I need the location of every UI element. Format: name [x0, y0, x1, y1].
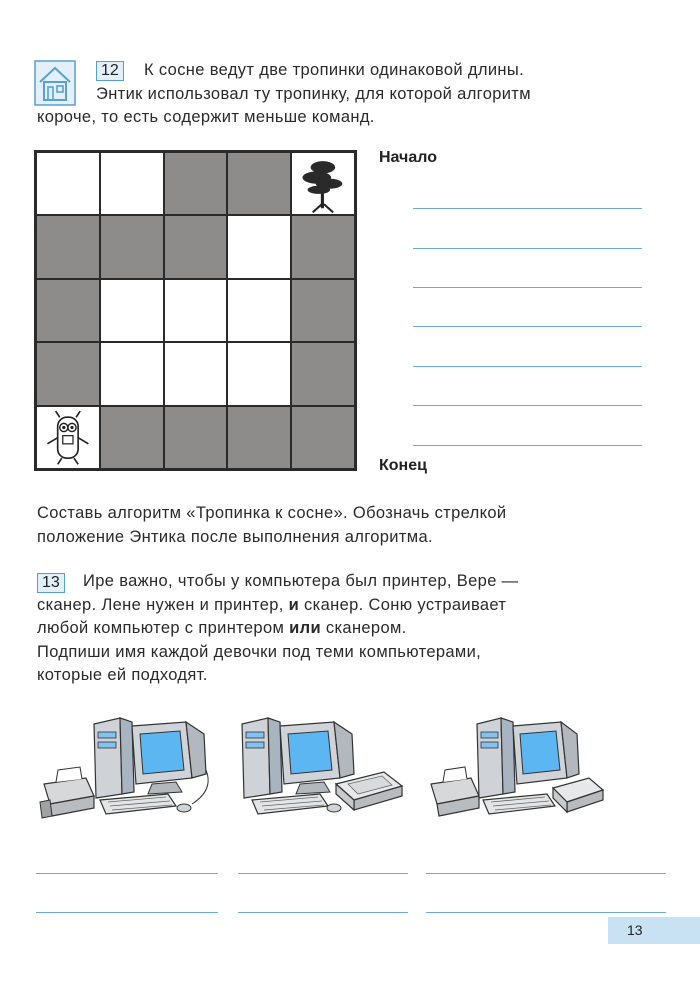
- task13-text: [37, 570, 647, 688]
- text-segment: любой компьютер с принтером: [37, 619, 290, 637]
- task13-line-2: [37, 594, 647, 618]
- grid-cell[interactable]: [291, 406, 355, 469]
- task13-line-4: Подпиши имя каждой девочки под теми компьютерами,: [37, 642, 482, 661]
- answer-line[interactable]: [413, 248, 642, 249]
- grid-cell[interactable]: [36, 406, 100, 469]
- answer-line[interactable]: [413, 208, 642, 209]
- grid-cell[interactable]: [227, 215, 291, 278]
- task13-line-1: Ире важно, чтобы у компьютера был принтер, Вере —: [83, 572, 519, 590]
- grid-cell[interactable]: [291, 279, 355, 342]
- computer-with-printer-and-scanner-icon: [425, 712, 605, 822]
- task12-line-3: короче, то есть содержит меньше команд.: [37, 108, 375, 126]
- grid-cell[interactable]: [164, 215, 228, 278]
- grid-cell[interactable]: [36, 152, 100, 215]
- home-icon: [34, 60, 76, 106]
- task12-line-1: К сосне ведут две тропинки одинаковой длины.: [144, 61, 525, 79]
- grid-cell[interactable]: [100, 342, 164, 405]
- grid-cell[interactable]: [100, 215, 164, 278]
- grid-cell[interactable]: [164, 406, 228, 469]
- instruction-line-1: Составь алгоритм «Тропинка к сосне». Обозначь стрелкой: [37, 504, 507, 522]
- grid-cell[interactable]: [291, 215, 355, 278]
- grid-cell[interactable]: [36, 215, 100, 278]
- task12-text: [96, 59, 656, 106]
- task12-instruction: [37, 502, 647, 549]
- answer-line[interactable]: [413, 287, 642, 288]
- task12-line-2: Энтик использовал ту тропинку, для которой алгоритм: [96, 84, 531, 103]
- end-label: Конец: [379, 457, 427, 474]
- name-answer-line[interactable]: [238, 873, 408, 874]
- grid-cell[interactable]: [164, 342, 228, 405]
- name-answer-line[interactable]: [36, 873, 218, 874]
- computer-with-printer-icon: [36, 712, 216, 822]
- name-answer-line[interactable]: [238, 912, 408, 913]
- grid-cell[interactable]: [291, 152, 355, 215]
- answer-line[interactable]: [413, 445, 642, 446]
- name-answer-line[interactable]: [36, 912, 218, 913]
- grid-cell[interactable]: [227, 406, 291, 469]
- grid-cell[interactable]: [291, 342, 355, 405]
- start-label: Начало: [379, 149, 437, 166]
- grid-cell[interactable]: [36, 279, 100, 342]
- answer-line[interactable]: [413, 405, 642, 406]
- name-answer-line[interactable]: [426, 912, 666, 913]
- grid-cell[interactable]: [227, 152, 291, 215]
- task-number-12: 12: [96, 61, 124, 81]
- grid-cell[interactable]: [100, 279, 164, 342]
- computer-with-scanner-icon: [236, 712, 416, 822]
- grid-cell[interactable]: [164, 152, 228, 215]
- instruction-line-2: положение Энтика после выполнения алгоритма.: [37, 527, 433, 546]
- page-number: 13: [608, 917, 700, 944]
- grid-cell[interactable]: [36, 342, 100, 405]
- answer-line[interactable]: [413, 326, 642, 327]
- grid-cell[interactable]: [227, 279, 291, 342]
- text-segment: сканер. Соню устраивает: [299, 595, 507, 614]
- bold-word: и: [288, 595, 300, 614]
- path-grid: [34, 150, 357, 471]
- text-segment: сканер. Лене нужен и принтер,: [37, 595, 289, 614]
- name-answer-line[interactable]: [426, 873, 666, 874]
- task-number-13: 13: [37, 573, 65, 593]
- task13-line-5: которые ей подходят.: [37, 666, 208, 684]
- task13-line-3: [37, 617, 647, 641]
- grid-cell[interactable]: [100, 152, 164, 215]
- grid-cell[interactable]: [164, 279, 228, 342]
- text-segment: сканером.: [320, 619, 407, 637]
- answer-line[interactable]: [413, 366, 642, 367]
- bold-word: или: [289, 619, 321, 637]
- grid-cell[interactable]: [100, 406, 164, 469]
- grid-cell[interactable]: [227, 342, 291, 405]
